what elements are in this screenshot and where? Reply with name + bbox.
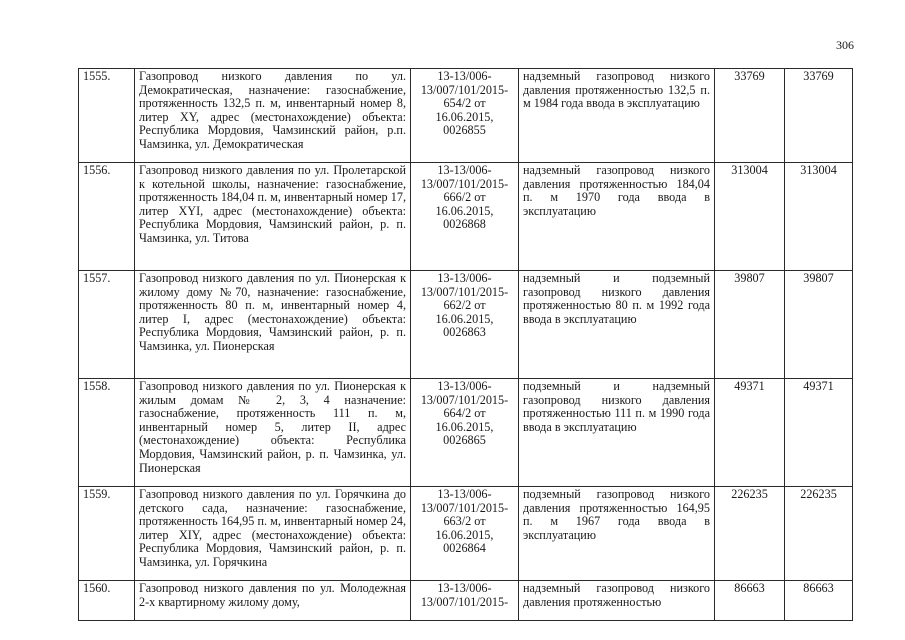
registration-line: 666/2 от [443,190,486,205]
registration-line: 654/2 от [443,96,486,111]
object-description: надземный газопровод низкого давления протяженностью [519,581,715,621]
residual-value: 33769 [785,69,853,163]
registration-line: 16.06.2015, [435,419,494,434]
registration-number [411,69,519,163]
registration-line: 13/007/101/2015- [420,594,509,609]
object-description: подземный газопровод низкого давления протяженностью 164,95 п. м 1967 года ввода в эксплуатацию [519,487,715,581]
registration-line: 13-13/006- [437,163,492,177]
table-row [79,271,853,379]
object-description: надземный и подземный газопровод низкого давления протяженностью 80 п. м 1992 года ввода в эксплуатацию [519,271,715,379]
residual-value: 39807 [785,271,853,379]
table-row [79,581,853,621]
registration-line: 0026868 [443,217,486,232]
table-row [79,487,853,581]
registration-line: 13/007/101/2015- [420,82,509,97]
registration-number [411,163,519,271]
registration-line: 664/2 от [443,406,486,421]
registration-line: 13-13/006- [437,379,492,393]
registration-line: 13-13/006- [437,581,492,595]
object-name: Газопровод низкого давления по ул. Молодежная 2-х квартирному жилому дому, [135,581,411,621]
book-value: 33769 [715,69,785,163]
table-row [79,69,853,163]
registration-number [411,581,519,621]
row-number: 1558. [79,379,135,487]
row-number: 1560. [79,581,135,621]
registration-line: 13-13/006- [437,69,492,83]
registration-line: 13-13/006- [437,487,492,501]
object-description: подземный и надземный газопровод низкого давления протяженностью 111 п. м 1990 года ввода в эксплуатацию [519,379,715,487]
book-value: 226235 [715,487,785,581]
object-description: надземный газопровод низкого давления протяженностью 132,5 п. м 1984 года ввода в эксплуатацию [519,69,715,163]
registration-line: 0026865 [443,433,486,448]
page-number: 306 [836,38,854,52]
registration-line: 16.06.2015, [435,527,494,542]
residual-value: 49371 [785,379,853,487]
registration-line: 13/007/101/2015- [420,176,509,191]
table-body [79,69,853,621]
row-number: 1555. [79,69,135,163]
table-row [79,379,853,487]
registration-line: 662/2 от [443,298,486,313]
object-name: Газопровод низкого давления по ул. Горячкина до детского сада, назначение: газоснабжение, протяженность 164,95 п. м, инвентарный номер 24, литер XIY, адрес (местонахождение) объекта: Республика Мордовия, Чамзинский район, р. п. Чамзинка, ул. Горячкина [135,487,411,581]
table-row [79,163,853,271]
registry-table [78,68,853,621]
registration-line: 663/2 от [443,514,486,529]
book-value: 313004 [715,163,785,271]
registration-line: 16.06.2015, [435,311,494,326]
residual-value: 226235 [785,487,853,581]
registration-line: 16.06.2015, [435,203,494,218]
book-value: 86663 [715,581,785,621]
registration-line: 0026855 [443,123,486,138]
row-number: 1557. [79,271,135,379]
registration-number [411,271,519,379]
registration-line: 13-13/006- [437,271,492,285]
registration-line: 16.06.2015, [435,109,494,124]
registration-line: 13/007/101/2015- [420,392,509,407]
book-value: 39807 [715,271,785,379]
row-number: 1556. [79,163,135,271]
row-number: 1559. [79,487,135,581]
object-name: Газопровод низкого давления по ул. Демократическая, назначение: газоснабжение, протяженность 132,5 п. м, инвентарный номер 8, литер XY, адрес (местонахождение) объекта: Республика Мордовия, Чамзинский район, р.п. Чамзинка, ул. Демократическая [135,69,411,163]
registration-number [411,487,519,581]
registration-line: 13/007/101/2015- [420,500,509,515]
object-name: Газопровод низкого давления по ул. Пролетарской к котельной школы, назначение: газоснабжение, протяженность 184,04 п. м, инвентарный номер 17, литер XYI, адрес (местонахождение) объекта: Республика Мордовия, Чамзинский район, р. п. Чамзинка, ул. Титова [135,163,411,271]
residual-value: 86663 [785,581,853,621]
object-name: Газопровод низкого давления по ул. Пионерская к жилым домам № 2, 3, 4 назначение: газоснабжение, протяженность 111 п. м, инвентарный номер 5, литер II, адрес (местонахождение) объекта: Республика Мордовия, Чамзинский район, р. п. Чамзинка, ул. Пионерская [135,379,411,487]
registration-number [411,379,519,487]
registration-line: 0026863 [443,325,486,340]
book-value: 49371 [715,379,785,487]
object-name: Газопровод низкого давления по ул. Пионерская к жилому дому №70, назначение: газоснабжение, протяженность 80 п. м, инвентарный номер 4, литер I, адрес (местонахождение) объекта: Республика Мордовия, Чамзинский район, р. п. Чамзинка, ул. Пионерская [135,271,411,379]
registration-line: 0026864 [443,541,486,556]
object-description: надземный газопровод низкого давления протяженностью 184,04 п. м 1970 года ввода в эксплуатацию [519,163,715,271]
residual-value: 313004 [785,163,853,271]
registration-line: 13/007/101/2015- [420,284,509,299]
